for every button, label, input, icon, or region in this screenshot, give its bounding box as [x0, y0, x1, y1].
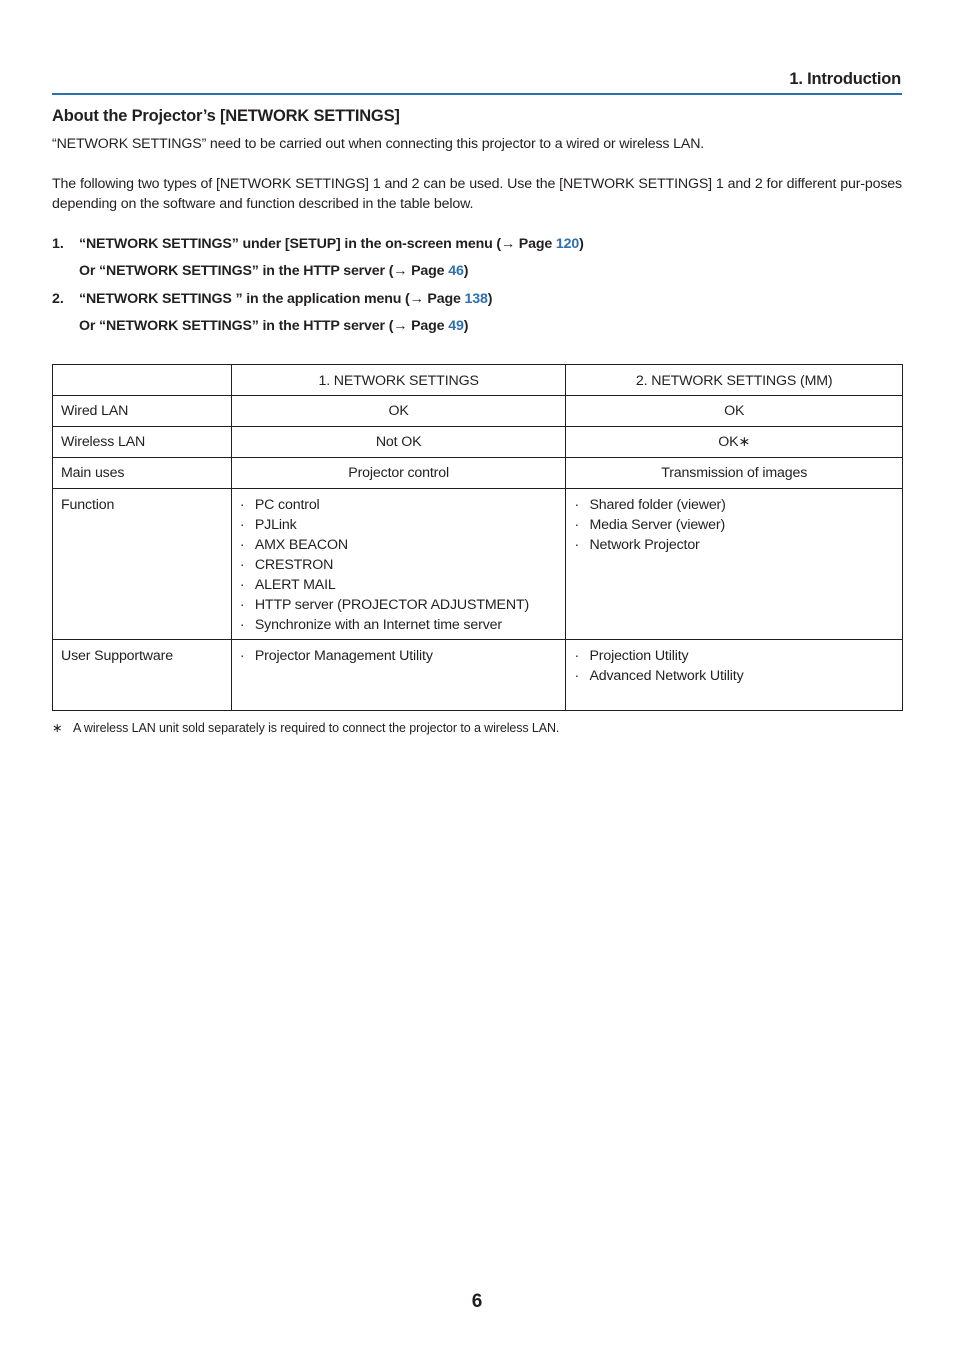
function-list-1 [240, 495, 558, 635]
table-cell [231, 489, 566, 640]
table-header-row [53, 365, 903, 396]
section-title: About the Projector’s [NETWORK SETTINGS] [52, 107, 400, 125]
list-item: · AMX BEACON [255, 535, 558, 555]
list-item: · Network Projector [589, 535, 894, 555]
network-settings-table [52, 364, 903, 711]
list-item-1-line1: “NETWORK SETTINGS” under [SETUP] in the on-screen menu (→ Page 120) [79, 236, 584, 252]
list-item: · Shared folder (viewer) [589, 495, 894, 515]
page-number: 6 [471, 1291, 483, 1312]
table-cell [566, 489, 903, 640]
table-header-cell: 1. NETWORK SETTINGS [231, 365, 566, 396]
list-item-1-line2: Or “NETWORK SETTINGS” in the HTTP server (→ Page 46) [79, 263, 469, 279]
table-row [53, 396, 903, 427]
asterisk-icon: ∗ [52, 721, 63, 735]
list-item-2-line1: “NETWORK SETTINGS ” in the application menu (→ Page 138) [79, 291, 493, 307]
footnote-text: A wireless LAN unit sold separately is required to connect the projector to a wireless LAN. [73, 721, 560, 735]
row-label: Wired LAN [53, 396, 232, 427]
list-number-2: 2. [52, 291, 64, 307]
header-rule [52, 93, 902, 95]
supportware-list-2 [574, 646, 894, 686]
list-item: · PC control [255, 495, 558, 515]
supportware-list-1 [240, 646, 558, 666]
page-link-49[interactable]: 49 [448, 318, 464, 334]
table-row [53, 427, 903, 458]
list-item: · Media Server (viewer) [589, 515, 894, 535]
list-item: · CRESTRON [255, 555, 558, 575]
page-link-46[interactable]: 46 [448, 263, 464, 279]
list-item-2-line2: Or “NETWORK SETTINGS” in the HTTP server (→ Page 49) [79, 318, 469, 334]
row-label: Wireless LAN [53, 427, 232, 458]
list-number-1: 1. [52, 236, 64, 252]
table-header-cell [53, 365, 232, 396]
list-item: · PJLink [255, 515, 558, 535]
table-cell [566, 640, 903, 711]
table-cell: OK [566, 396, 903, 427]
table-cell: OK∗ [566, 427, 903, 458]
list-item: · Projector Management Utility [255, 646, 558, 666]
row-label: User Supportware [53, 640, 232, 711]
table-row [53, 458, 903, 489]
table-row-supportware [53, 640, 903, 711]
table-cell: OK [231, 396, 566, 427]
table-row-function [53, 489, 903, 640]
page-link-120[interactable]: 120 [555, 236, 580, 252]
chapter-heading: 1. Introduction [789, 70, 901, 88]
table-cell [231, 640, 566, 711]
list-item: · Projection Utility [589, 646, 894, 666]
usage-paragraph: The following two types of [NETWORK SETTINGS] 1 and 2 can be used. Use the [NETWORK SETTINGS] 1 and 2 for different pur-poses depending on the software and function described in the table below. [52, 176, 902, 212]
page-link-138[interactable]: 138 [464, 291, 488, 307]
intro-paragraph: “NETWORK SETTINGS” need to be carried out when connecting this projector to a wired or wireless LAN. [52, 136, 705, 152]
table-cell: Not OK [231, 427, 566, 458]
footnote [52, 720, 559, 735]
table-cell: Transmission of images [566, 458, 903, 489]
function-list-2 [574, 495, 894, 555]
list-item: · HTTP server (PROJECTOR ADJUSTMENT) [255, 595, 558, 615]
table-header-cell: 2. NETWORK SETTINGS (MM) [566, 365, 903, 396]
table-cell: Projector control [231, 458, 566, 489]
row-label: Main uses [53, 458, 232, 489]
list-item: · Advanced Network Utility [589, 666, 894, 686]
list-item: · ALERT MAIL [255, 575, 558, 595]
list-item: · Synchronize with an Internet time server [255, 615, 558, 635]
row-label: Function [53, 489, 232, 640]
